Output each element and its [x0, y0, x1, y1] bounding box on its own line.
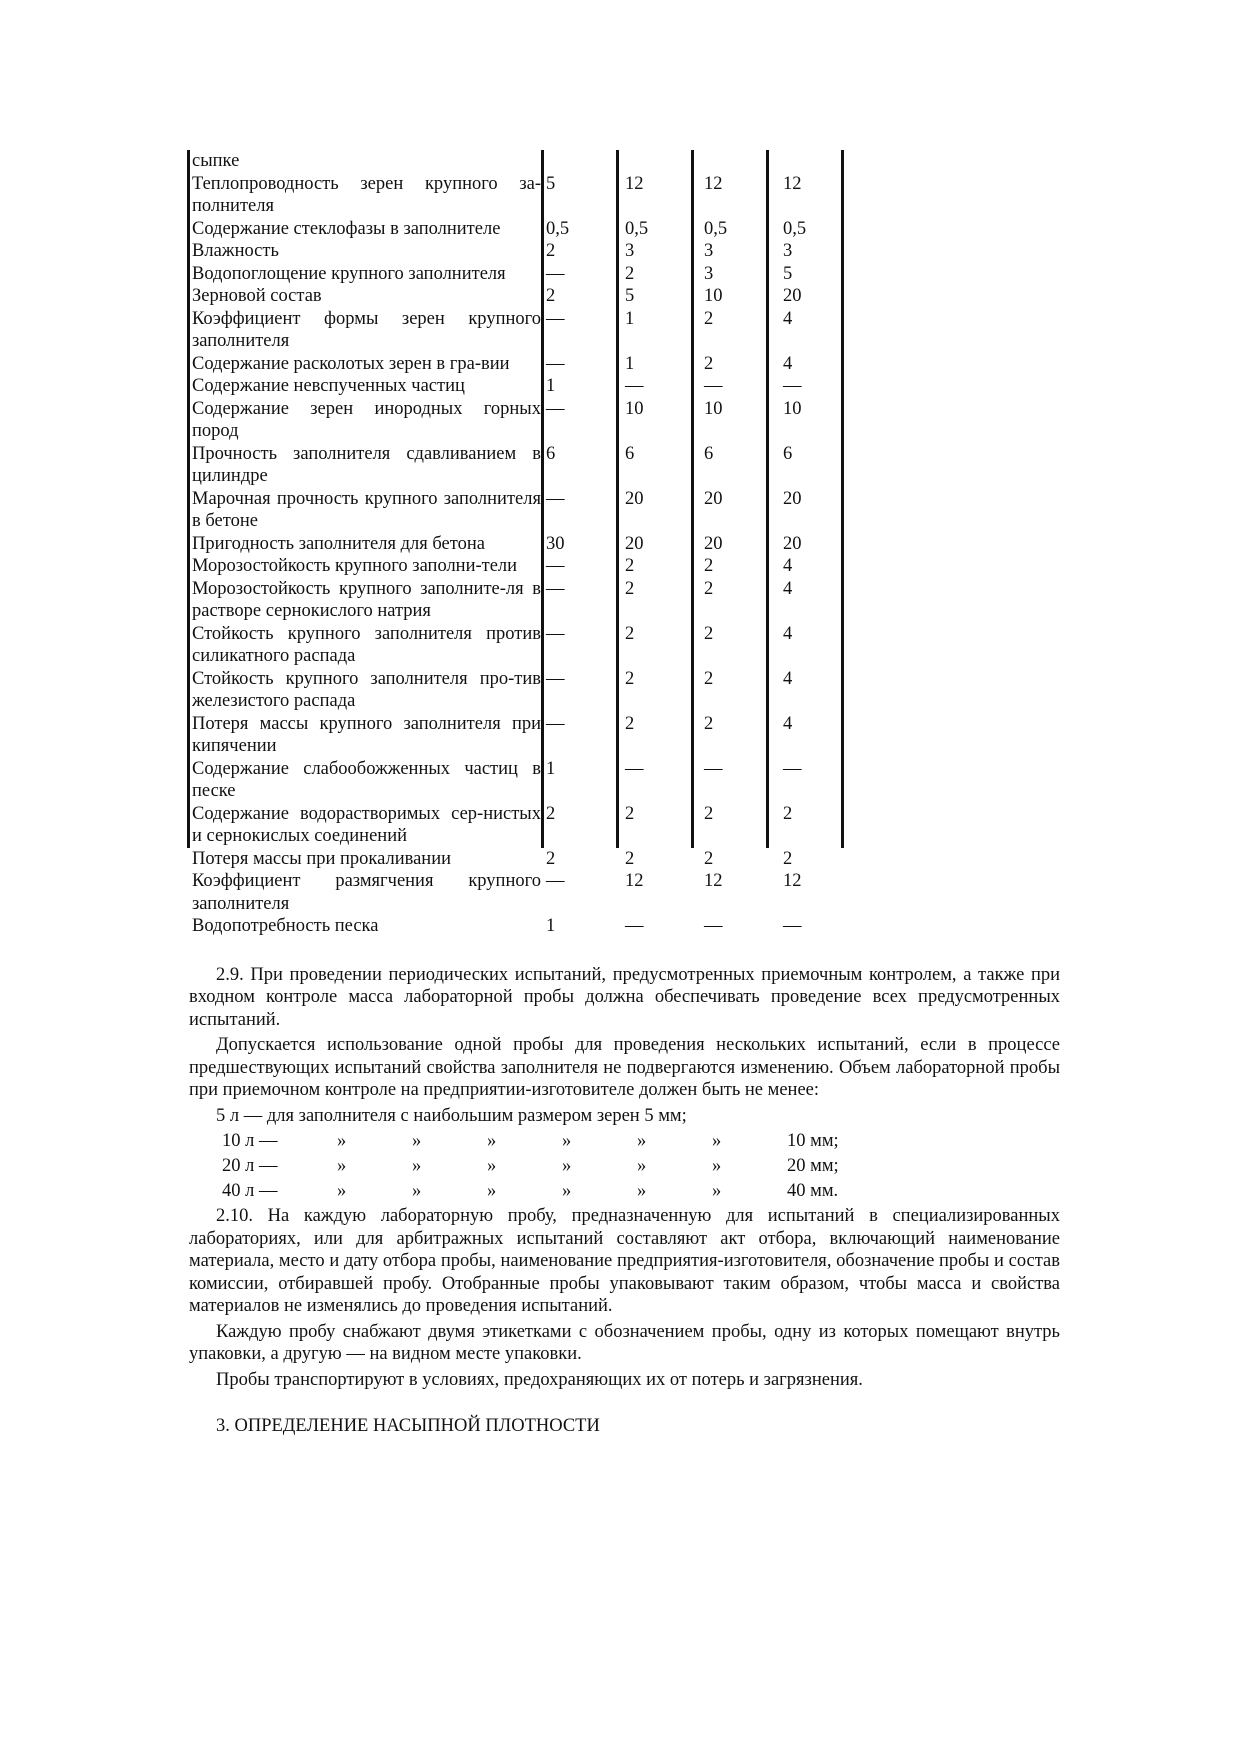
indicator-name: Содержание расколотых зерен в гра-вии — [192, 353, 510, 374]
value-cell: 2 — [546, 286, 556, 306]
ditto-mark: » — [337, 1131, 347, 1151]
ditto-mark: » — [562, 1131, 572, 1151]
ditto-mark: » — [712, 1131, 722, 1151]
ditto-mark: » — [487, 1156, 497, 1176]
paragraph-labels: Каждую пробу снабжают двумя этикетками с обозначением пробы, одну из которых помещают внутрь упаковки, а другую — на видном месте упаковки. — [189, 1321, 1060, 1364]
table-row — [189, 578, 857, 623]
value-cell: — — [625, 758, 644, 779]
table-row — [189, 218, 857, 241]
value-cell: 12 — [783, 173, 802, 194]
value-cell: 2 — [704, 556, 714, 576]
value-cell: 2 — [704, 713, 714, 734]
value-cell: 3 — [704, 241, 714, 261]
value-cell: 2 — [704, 308, 714, 329]
value-cell: 4 — [783, 713, 793, 734]
value-cell: 10 — [704, 398, 723, 419]
value-cell: 10 — [625, 398, 644, 419]
value-cell: 5 — [783, 263, 793, 284]
table-row — [189, 848, 857, 871]
value-cell: — — [546, 623, 565, 644]
indicator-name: Водопотребность песка — [192, 916, 379, 936]
value-cell: 5 — [546, 173, 556, 194]
table-row — [189, 398, 857, 443]
value-cell: 2 — [704, 848, 714, 869]
value-cell: 3 — [783, 241, 793, 261]
value-cell: 3 — [704, 263, 714, 284]
indicator-name: Теплопроводность зерен крупного за-полнителя — [192, 173, 541, 216]
value-cell: 0,5 — [546, 218, 570, 239]
ditto-mark: » — [412, 1156, 422, 1176]
table-row — [189, 488, 857, 533]
indicator-name: Коэффициент размягчения крупного заполнителя — [192, 871, 541, 914]
table-rule-right — [841, 150, 844, 848]
indicator-name: Содержание слабообожженных частиц в песке — [192, 758, 541, 801]
indicator-name: Марочная прочность крупного заполнителя в бетоне — [192, 488, 541, 531]
document-page — [189, 150, 1060, 1438]
value-cell: 12 — [625, 871, 644, 891]
indicator-name: Содержание зерен инородных горных пород — [192, 398, 541, 441]
value-cell: — — [783, 758, 802, 779]
value-cell: — — [546, 308, 565, 329]
ditto-mark: » — [337, 1156, 347, 1176]
value-cell: 4 — [783, 623, 793, 644]
value-cell: 6 — [546, 443, 556, 464]
value-cell: — — [625, 916, 644, 936]
value-cell: 2 — [704, 803, 714, 824]
indicator-name: Влажность — [192, 241, 279, 261]
table-row — [189, 173, 857, 218]
ditto-mark: » — [562, 1156, 572, 1176]
value-cell: 6 — [783, 443, 793, 464]
grain-size: 40 мм. — [787, 1181, 839, 1201]
value-cell: 2 — [704, 623, 714, 644]
value-cell — [541, 150, 620, 173]
table-row — [189, 555, 857, 578]
value-cell: 2 — [625, 668, 635, 689]
document-text — [189, 964, 1060, 1438]
grain-size: 10 мм; — [787, 1131, 839, 1151]
value-cell: 4 — [783, 578, 793, 599]
value-cell: 2 — [783, 848, 793, 869]
value-cell: 0,5 — [704, 218, 728, 239]
table-rule-col2 — [616, 150, 619, 848]
value-cell: 12 — [783, 871, 802, 891]
volume-row — [189, 1155, 1060, 1180]
table-row — [189, 150, 857, 173]
indicator-name: Потеря массы крупного заполнителя при кипячении — [192, 713, 541, 756]
value-cell: 2 — [783, 803, 793, 824]
value-cell: 2 — [625, 713, 635, 734]
value-cell: 2 — [625, 803, 635, 824]
indicator-name: Пригодность заполнителя для бетона — [192, 533, 485, 554]
value-cell: 2 — [625, 556, 635, 576]
volume-row — [189, 1130, 1060, 1155]
value-cell: 6 — [625, 443, 635, 464]
table-rule-col4 — [766, 150, 769, 848]
value-cell: 1 — [546, 376, 556, 396]
value-cell: — — [625, 376, 644, 396]
value-cell: 10 — [704, 286, 723, 306]
value-cell: 5 — [625, 286, 635, 306]
value-cell: 2 — [625, 848, 635, 869]
paragraph-2-10: 2.10. На каждую лабораторную пробу, предназначенную для испытаний в специализированных лабораториях, или для арбитражных испытаний составляют акт отбора, включающий наименование материала, место и дату отбора пробы, наименование предприятия-изготовителя, обозначение пробы и состав комиссии, отбиравшей пробу. Отобранные пробы упаковывают таким образом, чтобы масса и свойства материалов не изменялись до проведения испытаний. — [189, 1206, 1060, 1316]
value-cell: 20 — [625, 533, 644, 554]
table-row — [189, 758, 857, 803]
value-cell: 20 — [625, 488, 644, 509]
indicator-name: Зерновой состав — [192, 286, 322, 306]
indicator-name: Содержание водорастворимых сер-нистых и сернокислых соединений — [192, 803, 541, 846]
value-cell: — — [546, 713, 565, 734]
ditto-mark: » — [412, 1131, 422, 1151]
ditto-mark: » — [637, 1181, 647, 1201]
table-row — [189, 240, 857, 263]
table-row — [189, 263, 857, 286]
table-row — [189, 870, 857, 915]
ditto-mark: » — [412, 1181, 422, 1201]
table-row — [189, 308, 857, 353]
indicator-name: Содержание невспученных частиц — [192, 376, 465, 396]
ditto-mark: » — [712, 1181, 722, 1201]
table-row — [189, 713, 857, 758]
table-row — [189, 375, 857, 398]
value-cell: 12 — [704, 871, 723, 891]
value-cell: 2 — [625, 623, 635, 644]
volume-row — [189, 1180, 1060, 1205]
value-cell: — — [704, 758, 723, 779]
value-cell: 30 — [546, 533, 565, 554]
indicator-name: Содержание стеклофазы в заполнителе — [192, 218, 501, 239]
grain-size: 20 мм; — [787, 1156, 839, 1176]
paragraph-2-9: 2.9. При проведении периодических испытаний, предусмотренных приемочным контролем, а также при входном контроле масса лабораторной пробы должна обеспечивать проведение всех предусмотренных испытаний. — [189, 964, 1060, 1030]
value-cell: 1 — [625, 353, 635, 374]
paragraph-sample-reuse: Допускается использование одной пробы для проведения нескольких испытаний, если в процессе предшествующих испытаний свойства заполнителя не подвергаются изменению. Объем лабораторной пробы при приемочном контроле на предприятии-изготовителе должен быть не менее: — [189, 1035, 1060, 1100]
ditto-mark: » — [487, 1131, 497, 1151]
table-rule-col3 — [691, 150, 694, 848]
paragraph-transport: Пробы транспортируют в условиях, предохраняющих их от потерь и загрязнения. — [216, 1369, 863, 1390]
indicator-name: Водопоглощение крупного заполнителя — [192, 263, 506, 284]
value-cell: 20 — [783, 488, 802, 509]
ditto-mark: » — [562, 1181, 572, 1201]
value-cell: — — [546, 871, 565, 891]
value-cell: 6 — [704, 443, 714, 464]
value-cell: — — [704, 376, 723, 396]
value-cell: 12 — [704, 173, 723, 194]
value-cell: 20 — [783, 533, 802, 554]
value-cell: 4 — [783, 353, 793, 374]
value-cell: 0,5 — [783, 218, 807, 239]
section-heading: 3. ОПРЕДЕЛЕНИЕ НАСЫПНОЙ ПЛОТНОСТИ — [216, 1416, 600, 1436]
indicator-name: Прочность заполнителя сдавливанием в цилиндре — [192, 443, 541, 486]
indicator-name: Потеря массы при прокаливании — [192, 848, 452, 869]
value-cell: — — [704, 916, 723, 936]
value-cell: — — [546, 398, 565, 419]
value-cell: 10 — [783, 398, 802, 419]
ditto-mark: » — [637, 1156, 647, 1176]
test-frequency-table-wrap — [189, 150, 849, 938]
value-cell: 1 — [546, 916, 556, 936]
value-cell: 2 — [704, 353, 714, 374]
indicator-name: Коэффициент формы зерен крупного заполнителя — [192, 308, 541, 351]
table-row — [189, 353, 857, 376]
value-cell: — — [546, 556, 565, 576]
value-cell: 4 — [783, 556, 793, 576]
value-cell: — — [546, 668, 565, 689]
volume-value: 40 л — — [222, 1181, 278, 1201]
value-cell: — — [546, 578, 565, 599]
table-rule-col1 — [541, 150, 544, 848]
value-cell: 20 — [704, 488, 723, 509]
indicator-name: Стойкость крупного заполнителя против силикатного распада — [192, 623, 541, 666]
table-row — [189, 443, 857, 488]
value-cell: — — [546, 488, 565, 509]
value-cell: 20 — [783, 286, 802, 306]
value-cell: — — [546, 353, 565, 374]
indicator-name: Стойкость крупного заполнителя про-тив железистого распада — [192, 668, 541, 711]
value-cell: 1 — [546, 758, 556, 779]
volume-value: 20 л — — [222, 1156, 278, 1176]
value-cell: 2 — [625, 578, 635, 599]
value-cell: 1 — [625, 308, 635, 329]
table-row — [189, 803, 857, 848]
value-cell: — — [783, 376, 802, 396]
table-row — [189, 285, 857, 308]
table-row — [189, 623, 857, 668]
value-cell: 12 — [625, 173, 644, 194]
indicator-name: Морозостойкость крупного заполни-тели — [192, 556, 518, 576]
table-row — [189, 915, 857, 938]
value-cell: 4 — [783, 308, 793, 329]
value-cell: 0,5 — [625, 218, 649, 239]
table-rule-left — [187, 150, 190, 848]
value-cell: — — [546, 263, 565, 284]
indicator-name: сыпке — [192, 151, 240, 171]
value-cell: 3 — [625, 241, 635, 261]
ditto-mark: » — [337, 1181, 347, 1201]
value-cell: 2 — [546, 848, 556, 869]
value-cell — [778, 150, 857, 173]
value-cell: 20 — [704, 533, 723, 554]
value-cell: 2 — [625, 263, 635, 284]
value-cell: 2 — [704, 668, 714, 689]
indicator-name: Морозостойкость крупного заполните-ля в растворе сернокислого натрия — [192, 578, 541, 621]
ditto-mark: » — [712, 1156, 722, 1176]
volume-value: 10 л — — [222, 1131, 278, 1151]
test-frequency-table — [189, 150, 857, 938]
value-cell: 2 — [546, 241, 556, 261]
table-row — [189, 668, 857, 713]
ditto-mark: » — [637, 1131, 647, 1151]
value-cell: — — [783, 916, 802, 936]
table-row — [189, 533, 857, 556]
value-cell: 4 — [783, 668, 793, 689]
ditto-mark: » — [487, 1181, 497, 1201]
volume-line-first: 5 л — для заполнителя с наибольшим размером зерен 5 мм; — [216, 1105, 687, 1126]
value-cell: 2 — [704, 578, 714, 599]
value-cell — [620, 150, 699, 173]
value-cell: 2 — [546, 803, 556, 824]
